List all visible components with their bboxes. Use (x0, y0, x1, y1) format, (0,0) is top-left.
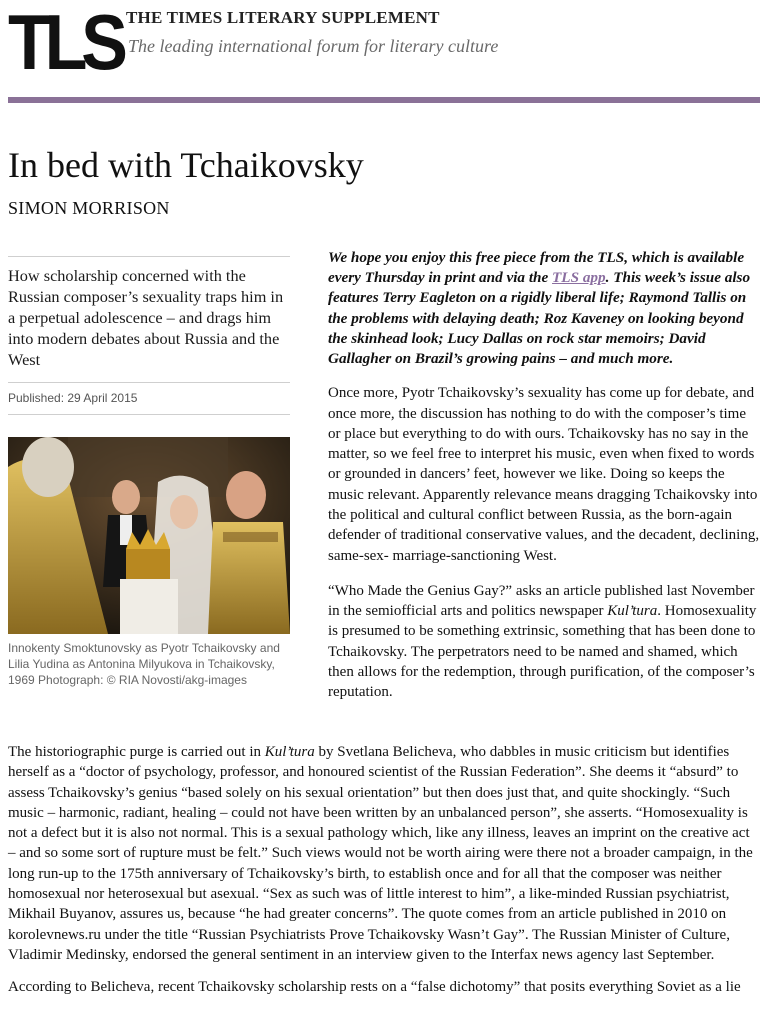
paragraph-text: by Svetlana Belicheva, who dabbles in music criticism but identifies herself as a “doctor of psychology, professor, and honoured scientist of the Russian Federation”. She deems it “absurd” to assess Tchaikovsky’s genius “based solely on his sexual orientation” but then does just that, and quite shockingly. “Such music – harmonic, radiant, healing – could not have been written by an unbalanced person”, she asserts. “Homosexuality is not a defect but it is also not normal. This is a sexual pathology which, like any illness, leaves an imprint on the creative act – and so some sort of rupture must be felt.” Such views would not be worth airing were there not a broader campaign, in the long run-up to the 175th anniversary of Tchaikovsky’s birth, to establish once and for all that the composer was neither homosexual nor heterosexual but asexual. “Sex as such was of little interest to him”, a like-minded Russian psychiatrist, Mikhail Buyanov, assures us, because “he had greater concerns”. The quote comes from an article published in 2010 on korolevnews.ru under the title “Russian Psychiatrists Prove Tchaikovsky Wasn’t Gay”. The Russian Minister of Culture, Vladimir Medinsky, endorsed the general sentiment in an interview given to the Interfax news agency last September. (8, 744, 753, 963)
paragraph-text: “Who Made the Genius Gay?” asks an article published last November in the semiofficial arts and politics newspaper (328, 582, 755, 620)
photo-caption: Innokenty Smoktunovsky as Pyotr Tchaikovsky and Lilia Yudina as Antonina Milyukova in Tchaikovsky, 1969 Photograph: © RIA Novosti/akg-images (8, 641, 280, 687)
article-sidebar (8, 256, 290, 687)
publication-reference: Kul’tura (264, 744, 315, 760)
divider (8, 382, 290, 383)
promo-text: We hope you enjoy this free piece from the TLS, which is available every Thursday in print and via the (328, 249, 745, 287)
tls-app-link[interactable]: TLS app (552, 269, 606, 287)
article-photo (8, 437, 290, 634)
body-paragraph (8, 742, 760, 965)
article-title: In bed with Tchaikovsky (8, 145, 364, 185)
divider (8, 256, 290, 257)
article-author[interactable]: SIMON MORRISON (8, 198, 170, 218)
promo-text: . This week’s issue also features Terry Eagleton on a rigidly liberal life; Raymond Tallis on the problems with delaying death; Roz Kaveney on looking beyond the skinhead look; Lucy Dallas on rock star memoirs; David Gallagher on Brazil’s growing pains – and much more. (328, 269, 751, 368)
article-standfirst: How scholarship concerned with the Russian composer’s sexuality traps him in a perpetual adolescence – and drags him into modern debates about Russia and the West (8, 266, 284, 369)
tagline: The leading international forum for literary culture (128, 36, 499, 56)
article-main-column (328, 248, 760, 718)
publication-reference: Kul’tura (607, 603, 658, 620)
paragraph-text: . Homosexuality is presumed to be something extrinsic, something that has been done to Tchaikovsky. The perpetrators need to be named and shamed, which then allows for the redemption, through purification, of the composer’s reputation. (328, 603, 757, 701)
publication-name: THE TIMES LITERARY SUPPLEMENT (126, 8, 440, 27)
body-paragraph (328, 581, 760, 703)
divider (8, 414, 290, 415)
body-paragraph: Once more, Pyotr Tchaikovsky’s sexuality has come up for debate, and once more, the discussion has nothing to do with the composer’s time or place but everything to do with ours. Tchaikovsky has no say in the matter, so we feel free to interpret his music, even when fixed to words or grounded in dancers’ feet, however we like. Doing so keeps the music relevant. Apparently relevance means dragging Tchaikovsky into the political and cultural conflict between Russia, as the born-again defender of traditional conservative values, and the decadent, declining, same-sex- marriage-sanctioning West. (328, 385, 760, 564)
tls-logo[interactable]: TLS (8, 0, 122, 86)
paragraph-text: The historiographic purge is carried out in (8, 744, 265, 760)
masthead-divider (8, 97, 760, 103)
published-date: Published: 29 April 2015 (8, 391, 138, 405)
body-paragraph: According to Belicheva, recent Tchaikovsky scholarship rests on a “false dichotomy” that posits everything Soviet as a lie (8, 979, 741, 996)
promo-note (328, 248, 760, 369)
article-body-full (8, 742, 760, 1010)
masthead (8, 0, 760, 86)
